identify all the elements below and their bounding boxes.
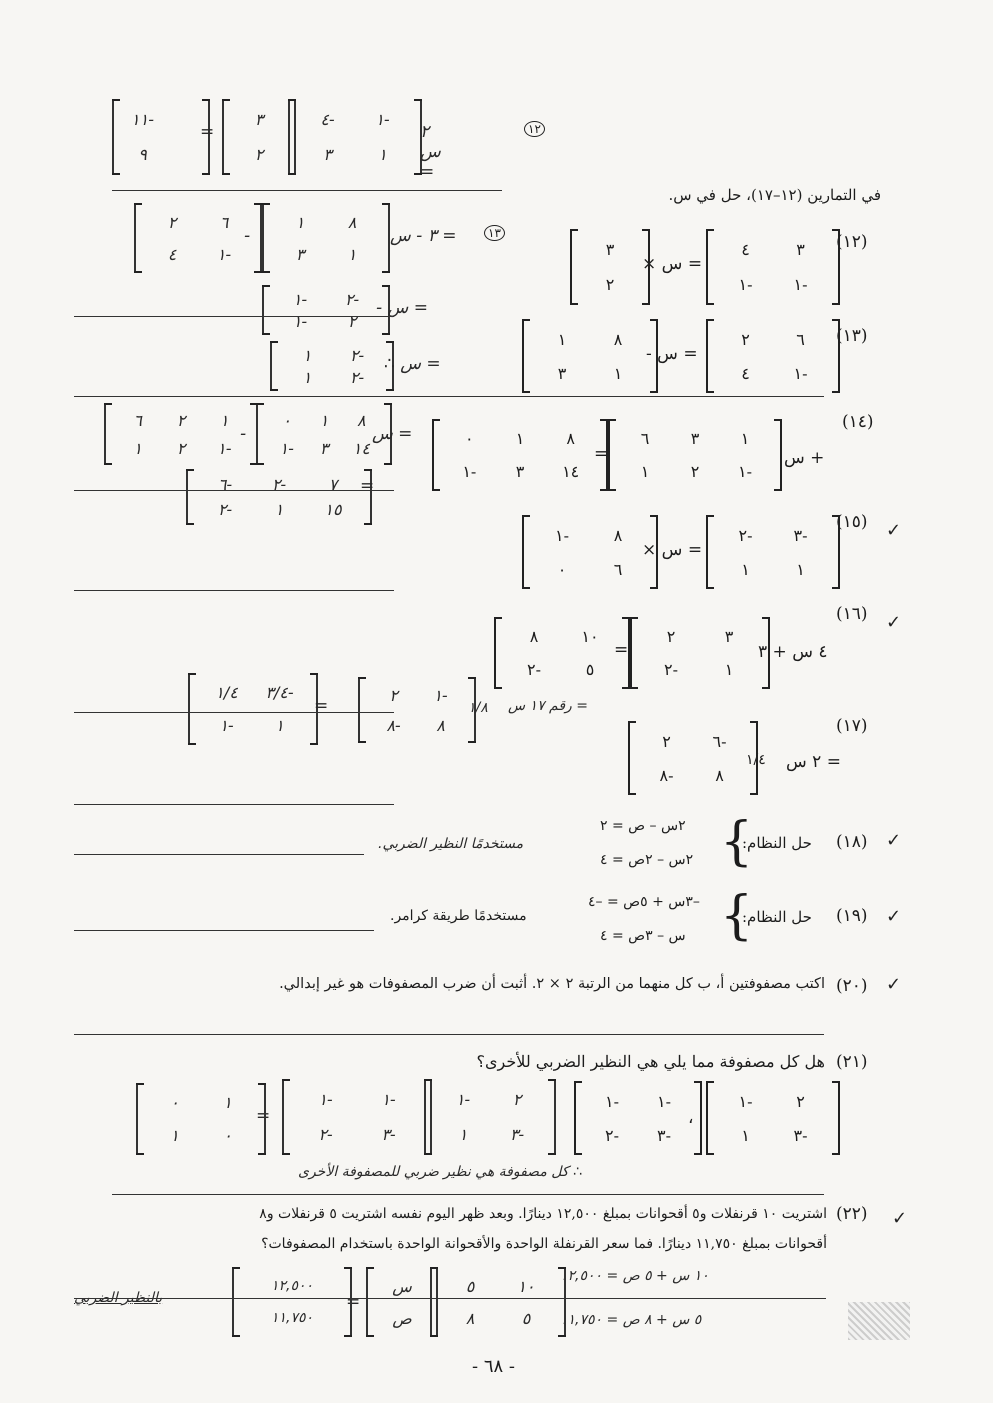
- hand-matrix-22-coeff: ٥ ١٠ ٨ ٥: [430, 1268, 566, 1336]
- check-mark: ✓: [886, 830, 902, 851]
- exercise-number-13: (١٣): [836, 326, 868, 346]
- hand-matrix-21-a: ١- ٢ ١ ٣-: [424, 1080, 556, 1154]
- hand-matrix-13-r1: ١- ٢- ١- ٢: [262, 286, 390, 334]
- system-lead-19: حل النظام:: [742, 908, 812, 926]
- matrix-14-a: ٦ ٣ ١ ١ ٢ ١-: [608, 420, 782, 490]
- matrix-15-b: ١- ٨ ٠ ٦: [522, 516, 658, 588]
- hand-equation-22-1: ١٠ س + ٥ ص = ١٢,٥٠٠: [560, 1268, 709, 1284]
- hand-fraction-17: ١/٨: [468, 700, 488, 716]
- brace: {: [720, 812, 754, 872]
- hand-matrix-21-identity: ٠ ١ ١ ٠: [136, 1084, 266, 1154]
- hand-matrix-21-b: ١- ١- ٢- ٣-: [282, 1080, 432, 1154]
- matrix-15-a: ٢- ٣- ١ ١: [706, 516, 840, 588]
- exercise-text-22-line2: أقحوانات بمبلغ ١١,٧٥٠ دينارًا. فما سعر القرنفلة الواحدة والأقحوانة الواحدة باستخدام المصفوفات؟: [261, 1236, 827, 1252]
- hand-matrix-13-b: ١ ٨ ٣ ١: [262, 204, 390, 272]
- exercise-number-14: (١٤): [842, 412, 874, 432]
- answer-line: [74, 1034, 824, 1035]
- check-mark: ✓: [886, 612, 902, 633]
- exercise-number-21: (٢١): [836, 1052, 868, 1072]
- hand-matrix-vector: ٣ ٢: [222, 100, 296, 174]
- exercise-number-16: (١٦): [836, 604, 868, 624]
- operator-14: س +: [784, 448, 825, 468]
- matrix-21-a: ١- ٢ ١ ٣-: [706, 1082, 840, 1154]
- system-lead-18: حل النظام:: [742, 834, 812, 852]
- method-19: مستخدمًا طريقة كرامر.: [390, 908, 527, 924]
- divider: [74, 712, 394, 713]
- check-mark: ✓: [886, 974, 902, 995]
- equals-sign: =: [594, 444, 609, 464]
- hand-tail-22: بالنظير الضربي: [74, 1290, 163, 1306]
- hand-matrix-result: ١١- ٩: [112, 100, 210, 174]
- operator-15: × س =: [642, 540, 703, 560]
- matrix-13-a: ٢ ٦ ٤ ١-: [706, 320, 840, 392]
- matrix-21-b: ١- ١- ٢- ٣-: [574, 1082, 702, 1154]
- hand-matrix-13-r2: ١ ٢- ١ ٢-: [270, 342, 394, 390]
- matrix-12-b: ٣ ٢: [570, 230, 650, 304]
- operator-12: × س =: [642, 254, 703, 274]
- circled-number: ١٢: [524, 121, 545, 137]
- divider: [74, 1298, 826, 1299]
- fraction-17: ١/٤: [746, 752, 766, 768]
- matrix-17: ٢ ٦- ٨- ٨: [628, 722, 758, 794]
- hand-matrix-22-const: ١٢,٥٠٠ ١١,٧٥٠: [232, 1268, 352, 1336]
- exercise-intro: في التمارين (١٢–١٧)، حل في س.: [668, 186, 881, 204]
- divider: [74, 396, 824, 397]
- exercise-text-22-line1: اشتريت ١٠ قرنفلات و٥ أقحوانات بمبلغ ١٢,٥٠٠ دينارًا. وبعد ظهر اليوم نفسه اشتريت ٥ قرنفلات و٨: [259, 1206, 827, 1222]
- comma: ،: [688, 1108, 694, 1128]
- exercise-number-15: (١٥): [836, 512, 868, 532]
- minus-sign: -: [244, 226, 251, 246]
- method-18: مستخدمًا النظير الضربي.: [378, 836, 524, 852]
- matrix-13-b: ١ ٨ ٣ ١: [522, 320, 658, 392]
- hand-matrix-17-result: ١/٤ ٣/٤- ١- ١: [188, 674, 318, 744]
- circled-number: ١٣: [484, 225, 505, 241]
- hand-step-13-a: - س =: [376, 298, 428, 318]
- exercise-number-12: (١٢): [836, 232, 868, 252]
- exercise-text-21: هل كل مصفوفة مما يلي هي النظير الضربي للأخرى؟: [476, 1052, 825, 1071]
- minus-sign: -: [240, 424, 247, 444]
- equals-sign: =: [614, 640, 629, 660]
- equals-sign: =: [314, 696, 329, 716]
- divider: [112, 190, 502, 191]
- hand-conclusion-21: ∴ كل مصفوفة هي نظير ضربي للمصفوفة الأخرى: [298, 1164, 582, 1180]
- matrix-16-a: ٢ ٣ ٢- ١: [630, 618, 770, 688]
- operator-16: ٤ س + ٣: [758, 642, 828, 662]
- equals-sign: =: [256, 1106, 271, 1126]
- operator-17: ٢ س =: [786, 752, 841, 772]
- divider: [74, 316, 394, 317]
- matrix-12-a: ٤ ٣ ١- ١-: [706, 230, 840, 304]
- equals-sign: =: [360, 476, 375, 496]
- matrix-16-b: ٨ ١٠ ٢- ٥: [494, 618, 630, 688]
- hand-label-13: ٣ - س =: [390, 226, 457, 246]
- hand-step-13-b: ∴ س =: [384, 354, 441, 374]
- check-mark: ✓: [886, 906, 902, 927]
- answer-line: [74, 590, 394, 591]
- hand-matrix-coeff: ٤- ١- ٣ ١: [288, 100, 422, 174]
- equals-sign: =: [200, 122, 215, 142]
- equation-19-1: –٣س + ٥ص = –٤: [588, 894, 700, 910]
- check-mark: ✓: [892, 1208, 908, 1229]
- operator-13: - س =: [646, 344, 698, 364]
- answer-line: [74, 930, 374, 931]
- equation-18-1: ٢س – ص = ٢: [600, 818, 686, 834]
- hand-matrix-14-a: ٦ ٢ ١ ١ ٢ ١-: [104, 404, 258, 464]
- hand-label-14: س =: [372, 424, 413, 444]
- answer-line: [74, 804, 394, 805]
- check-mark: ✓: [886, 520, 902, 541]
- equation-18-2: ٢س – ٢ص = ٤: [600, 852, 694, 868]
- hand-matrix-14-c: ٦- ٢- ٧ ٢- ١ ١٥: [186, 470, 372, 524]
- hand-matrix-22-vars: س ص: [366, 1268, 438, 1336]
- exercise-number-20: (٢٠): [836, 976, 868, 996]
- hand-matrix-13-a: ٢ ٦ ٤ ١-: [134, 204, 262, 272]
- stamp-mark: [848, 1302, 910, 1340]
- equals-sign: =: [346, 1292, 361, 1312]
- exercise-number-22: (٢٢): [836, 1204, 868, 1224]
- exercise-text-20: اكتب مصفوفتين أ، ب كل منهما من الرتبة ٢ × ٢. أثبت أن ضرب المصفوفات هو غير إبدالي.: [279, 976, 825, 992]
- exercise-number-18: (١٨): [836, 832, 868, 852]
- brace: {: [720, 886, 754, 946]
- hand-equation-22-2: ٥ س + ٨ ص = ١١,٧٥٠: [560, 1312, 702, 1328]
- hand-matrix-14-b: ٠ ١ ٨ ١- ٣ ١٤: [256, 404, 392, 464]
- hand-label-17: رقم ١٧ س =: [508, 698, 589, 714]
- hand-label: ٢ س =: [420, 122, 441, 182]
- exercise-number-19: (١٩): [836, 906, 868, 926]
- equation-19-2: س – ٣ص = ٤: [600, 928, 686, 944]
- page-number: - ٦٨ -: [472, 1356, 515, 1377]
- matrix-14-b: ٠ ١ ٨ ١- ٣ ١٤: [432, 420, 608, 490]
- exercise-number-17: (١٧): [836, 716, 868, 736]
- answer-line: [74, 854, 364, 855]
- divider: [112, 1194, 824, 1195]
- hand-matrix-17: ٢ ١- ٨- ٨: [358, 678, 476, 742]
